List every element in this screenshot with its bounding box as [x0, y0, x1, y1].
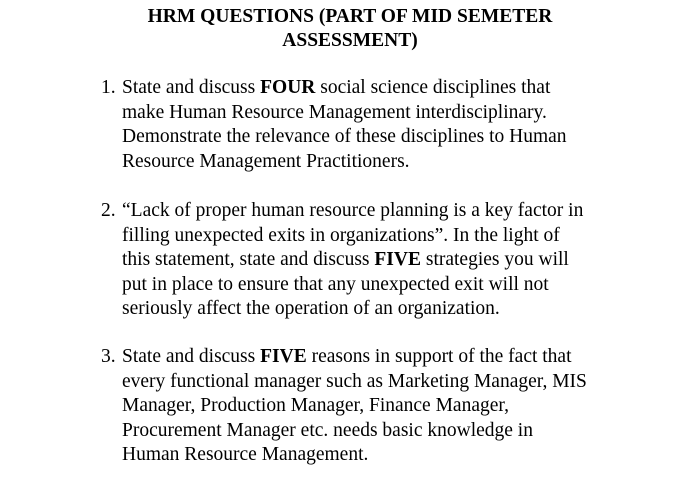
question-line: Resource Management Practitioners.	[122, 150, 410, 172]
emphasis-text: FIVE	[374, 249, 421, 270]
question-number: 3.	[101, 346, 116, 367]
question-line: Manager, Production Manager, Finance Manager,	[122, 395, 509, 416]
question-number: 1.	[101, 77, 116, 98]
question-text: “Lack of proper human resource planning is a key factor in	[122, 200, 584, 221]
question-line: Demonstrate the relevance of these disciplines to Human	[122, 126, 567, 147]
question-text: social science disciplines that	[315, 77, 551, 98]
title-line-1: HRM QUESTIONS (PART OF MID SEMETER	[147, 6, 553, 27]
question-text: State and discuss	[122, 346, 261, 367]
question-line: every functional manager such as Marketing Manager, MIS	[122, 370, 587, 392]
question-line: seriously affect the operation of an organization.	[122, 298, 500, 319]
question-number: 2.	[101, 200, 116, 221]
title-line-2: ASSESSMENT)	[282, 30, 418, 51]
question-line	[101, 76, 661, 101]
question-1	[101, 76, 661, 174]
question-3	[101, 345, 661, 468]
question-text: this statement, state and discuss	[122, 249, 375, 270]
question-text: strategies you will	[420, 249, 569, 270]
question-line: Procurement Manager etc. needs basic knowledge in	[122, 419, 533, 441]
question-line: put in place to ensure that any unexpected exit will not	[122, 273, 549, 295]
question-2	[101, 199, 661, 322]
question-line: make Human Resource Management interdisciplinary.	[122, 101, 547, 123]
question-text: reasons in support of the fact that	[306, 346, 572, 367]
question-line	[101, 345, 661, 370]
question-line: Human Resource Management.	[122, 444, 369, 465]
emphasis-text: FIVE	[260, 346, 307, 367]
question-line	[101, 248, 661, 273]
question-text: State and discuss	[122, 77, 261, 98]
question-line	[101, 199, 661, 224]
page-title	[0, 5, 700, 53]
question-line: filling unexpected exits in organizations”. In the light of	[122, 224, 560, 246]
emphasis-text: FOUR	[260, 77, 316, 98]
